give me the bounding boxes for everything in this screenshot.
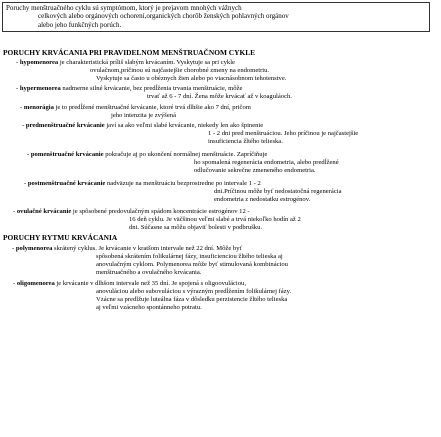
polymenorea-line: anovulačným cyklom. Polymenorea môže byť stimulovaná kombináciou bbox=[96, 261, 288, 268]
hypomenorea-line: Vyskytuje sa často u obéznych žien alebo po viacnásobnom tehotenstve. bbox=[96, 75, 287, 82]
oligomenorea-term: oligomenorea bbox=[16, 280, 55, 287]
ovulacne-line: 16 deň cyklu. Je väčšinou veľmi slabé a trvá niekoľko hodín až 2 bbox=[129, 216, 301, 223]
polymenorea-line: - polymenorea skrátený cyklus. Je krvácanie v kratšom intervale než 22 dní. Môže byť bbox=[12, 245, 243, 252]
predmenstruacne-line: - predmenštruačné krvácanie javí sa ako veľmi slabé krvácanie, niekedy len ako špinenie bbox=[22, 122, 264, 129]
predmenstruacne-line: 1 - 2 dni pred menštruáciou. Jeho príčinou je najčastejšie bbox=[208, 130, 359, 137]
menorragia-term: menorágia bbox=[23, 104, 54, 111]
oligomenorea-line: Vzácne sa predlžuje luteálna fáza v dôsledku perzistencie žltého telieska bbox=[96, 296, 288, 303]
ovulacne-line: - ovulačné krvácanie je spôsobené predovulačným spádom koncentrácie estrogénov 12 - bbox=[13, 208, 250, 215]
polymenorea-line: spôsobená skrátením folikulárnej fázy, insuficienciou žltého telieska aj bbox=[96, 253, 283, 260]
predmenstruacne-term: predmenštruačné krvácanie bbox=[25, 122, 105, 129]
hypermenorea-line: trvať až 6 - 7 dní. Žena môže krvácať až v koaguláoch. bbox=[147, 93, 292, 100]
pomenstruacne-line: - pomenštruačné krvácanie pokračuje aj po ukončení normálnej menštruácie. Zapríčiňuje bbox=[27, 151, 268, 158]
intro-line: Poruchy menštruačného cyklu sú symptómom, ktorý je prejavom mnohých vážnych bbox=[6, 4, 242, 12]
intro-line: celkových alebo orgánových ochorení,organických chorôb ženských pohlavných orgánov bbox=[38, 12, 289, 21]
polymenorea-term: polymenorea bbox=[15, 245, 53, 252]
postmenstruacne-line: endometria z nedostatku estrogénov. bbox=[214, 196, 311, 203]
postmenstruacne-line: dni.Príčinou môže byť nedostatočná regenerácia bbox=[214, 188, 342, 195]
hypermenorea-term: hypermenorea bbox=[19, 85, 61, 92]
intro-box bbox=[2, 2, 430, 32]
hypomenorea-term: hypomenorea bbox=[19, 59, 59, 66]
heading-rytmus: PORUCHY RYTMU KRVÁCANIA bbox=[3, 233, 118, 242]
ovulacne-term: ovulačné krvácanie bbox=[16, 208, 72, 215]
hypomenorea-line: ovulačnom,príčinou sú najčastejšie chorobné zmeny na endometriu. bbox=[90, 67, 270, 74]
hypomenorea-line: - hypomenorea je charakteristická príliš slabým krvácaním. Vyskytuje sa pri cykle bbox=[16, 59, 235, 66]
menorragia-line: jeho intenzita je zvýšená bbox=[111, 112, 176, 119]
intro-line: alebo jeho funkčných porúch. bbox=[38, 20, 122, 29]
postmenstruacne-term: postmenštruačné krvácanie bbox=[27, 180, 106, 187]
pomenstruacne-term: pomenštruačné krvácanie bbox=[30, 151, 104, 158]
pomenstruacne-line: odlučovanie sekrečne zmeneného endometria. bbox=[194, 167, 316, 174]
polymenorea-line: menštruačného a ovulačného krvácania. bbox=[96, 269, 202, 276]
predmenstruacne-line: insuficiencia žltého telieska. bbox=[208, 138, 283, 145]
postmenstruacne-line: - postmenštruačné krvácanie nadväzuje na menštruáciu bezprostredne po intervale 1 - 2 bbox=[24, 180, 261, 187]
heading-pravidelny-cyklus: PORUCHY KRVÁCANIA PRI PRAVIDELNOM MENŠTRUAČNOM CYKLE bbox=[3, 48, 256, 57]
ovulacne-line: dni. Súčasne sa môžu objaviť bolesti v podbrušku. bbox=[129, 224, 263, 231]
oligomenorea-line: - oligomenorea je krvácanie v dlhšom intervale než 35 dní. Je spojená s oligoovuláciou, bbox=[13, 280, 246, 287]
hypermenorea-line: - hypermenorea nadmerne silné krvácanie, bez predĺženia trvania menštruácie, môže bbox=[16, 85, 243, 92]
pomenstruacne-line: ho spomalená regenerácia endometria, alebo predĺžené bbox=[194, 159, 339, 166]
menorragia-line: - menorágia je to predĺžené menštruačné krvácanie, ktoré trvá dlhšie ako 7 dní, pričom bbox=[20, 104, 251, 111]
oligomenorea-line: aj veľmi vzácneho spontánneho potratu. bbox=[96, 304, 202, 311]
oligomenorea-line: anovuláciou alebo subovuláciou s výrazným predĺžením folikulárnej fázy. bbox=[96, 288, 292, 295]
